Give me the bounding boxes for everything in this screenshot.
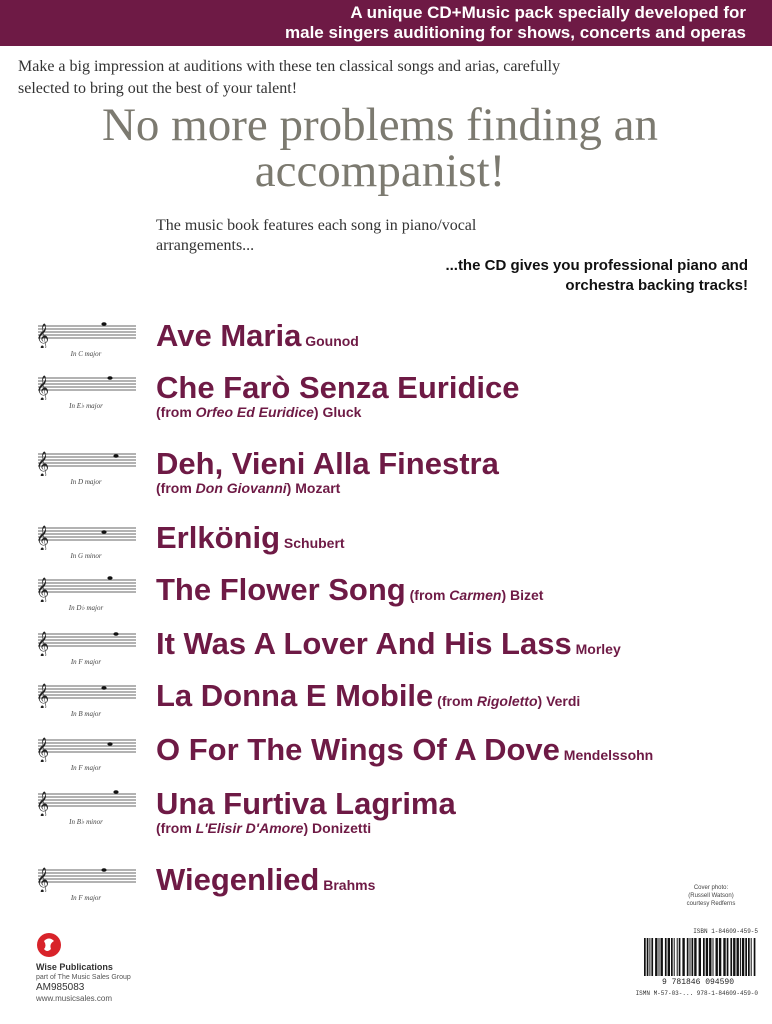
cover-credit [676,884,746,908]
banner-line-1: A unique CD+Music pack specially developed for [350,3,746,22]
song-title [156,370,520,406]
song-title-text: Che Farò Senza Euridice [156,370,520,405]
song-title [156,732,653,773]
song-title [156,318,359,359]
publisher-name: Wise Publications [36,962,113,972]
from-work: (from Orfeo Ed Euridice) [156,404,319,420]
song-title [156,572,543,613]
from-work: (from L'Elisir D'Amore) [156,820,309,836]
song-title-text: Wiegenlied [156,862,320,897]
composer: Morley [571,641,621,657]
treble-clef-staff-icon [34,862,138,904]
cover-credit-line: (Russell Watson) [688,893,734,899]
song-title [156,786,456,822]
isbn-barcode [618,928,758,998]
cover-credit-line: Cover photo: [693,885,729,891]
top-banner [0,0,772,46]
intro-text: Make a big impression at auditions with these ten classical songs and arias, carefully selected to bring out the best of your talent! [18,58,561,97]
publisher-website: www.musicsales.com [36,994,113,1003]
key-label: In F major [70,894,102,902]
barcode-number: 9 781846 094590 [661,978,734,987]
song-title [156,626,621,667]
treble-clef-staff-icon [34,446,138,488]
svg-text:𝄞: 𝄞 [36,868,50,892]
song-title-text: It Was A Lover And His Lass [156,626,572,661]
composer: Gounod [301,333,359,349]
song-title-text: The Flower Song [156,572,406,607]
from-work: (from Carmen) [405,587,507,603]
cd-description: ...the CD gives you professional piano and orchestra backing tracks! [445,257,748,294]
song-title [156,520,345,561]
treble-clef-staff-icon [34,520,138,562]
composer: Mozart [291,480,341,496]
publisher-group: part of The Music Sales Group [36,974,131,981]
isbn-label: ISBN 1-84609-459-5 [693,928,758,935]
song-title [156,678,580,719]
treble-clef-staff-icon [34,786,138,828]
song-title [156,862,375,903]
svg-text:𝄞: 𝄞 [36,792,50,816]
key-label: In D major [70,478,102,486]
song-title-text: Ave Maria [156,318,302,353]
key-label: In F major [70,658,102,666]
treble-clef-staff-icon [34,318,138,360]
song-title-text: Una Furtiva Lagrima [156,786,456,821]
from-work: (from Don Giovanni) [156,480,292,496]
from-work: (from Rigoletto) [433,693,543,709]
song-title [156,446,499,482]
key-label: In E♭ major [69,402,103,410]
svg-text:𝄞: 𝄞 [36,578,50,602]
song-title-text: Deh, Vieni Alla Finestra [156,446,499,481]
treble-clef-staff-icon [34,678,138,720]
treble-clef-staff-icon [34,732,138,774]
ismn-label: ISMN M-57-03-... 978-1-84609-459-0 [635,990,758,997]
barcode-icon [642,938,758,978]
headline: No more problems finding an accompanist! [101,99,659,197]
song-title-text: O For The Wings Of A Dove [156,732,560,767]
key-label: In D♭ major [68,604,104,612]
svg-text:𝄞: 𝄞 [36,684,50,708]
treble-clef-staff-icon [34,626,138,668]
book-description: The music book features each song in piano/vocal arrangements... [156,217,477,254]
svg-text:𝄞: 𝄞 [36,632,50,656]
composer: Brahms [319,877,376,893]
svg-text:𝄞: 𝄞 [36,738,50,762]
wise-publications-logo-icon [36,932,62,958]
composer: Mendelssohn [559,747,654,763]
composer: Donizetti [308,820,372,836]
key-label: In B♭ minor [69,818,103,826]
key-label: In C major [70,350,102,358]
song-title-text: Erlkönig [156,520,281,555]
treble-clef-staff-icon [34,370,138,412]
catalog-code: AM985083 [36,982,85,993]
cover-credit-line: courtesy Redferns [686,901,736,907]
treble-clef-staff-icon [34,572,138,614]
svg-text:𝄞: 𝄞 [36,452,50,476]
svg-text:𝄞: 𝄞 [36,324,50,348]
composer: Gluck [318,404,362,420]
banner-line-2: male singers auditioning for shows, concerts and operas [285,23,746,42]
song-title-text: La Donna E Mobile [156,678,434,713]
composer: Bizet [506,587,544,603]
song-subtitle [156,820,371,836]
song-subtitle [156,480,340,496]
composer: Verdi [542,693,581,709]
composer: Schubert [280,535,345,551]
svg-text:𝄞: 𝄞 [36,376,50,400]
key-label: In F major [70,764,102,772]
key-label: In B major [70,710,102,718]
song-subtitle [156,404,361,420]
key-label: In G minor [70,552,102,560]
svg-text:𝄞: 𝄞 [36,526,50,550]
